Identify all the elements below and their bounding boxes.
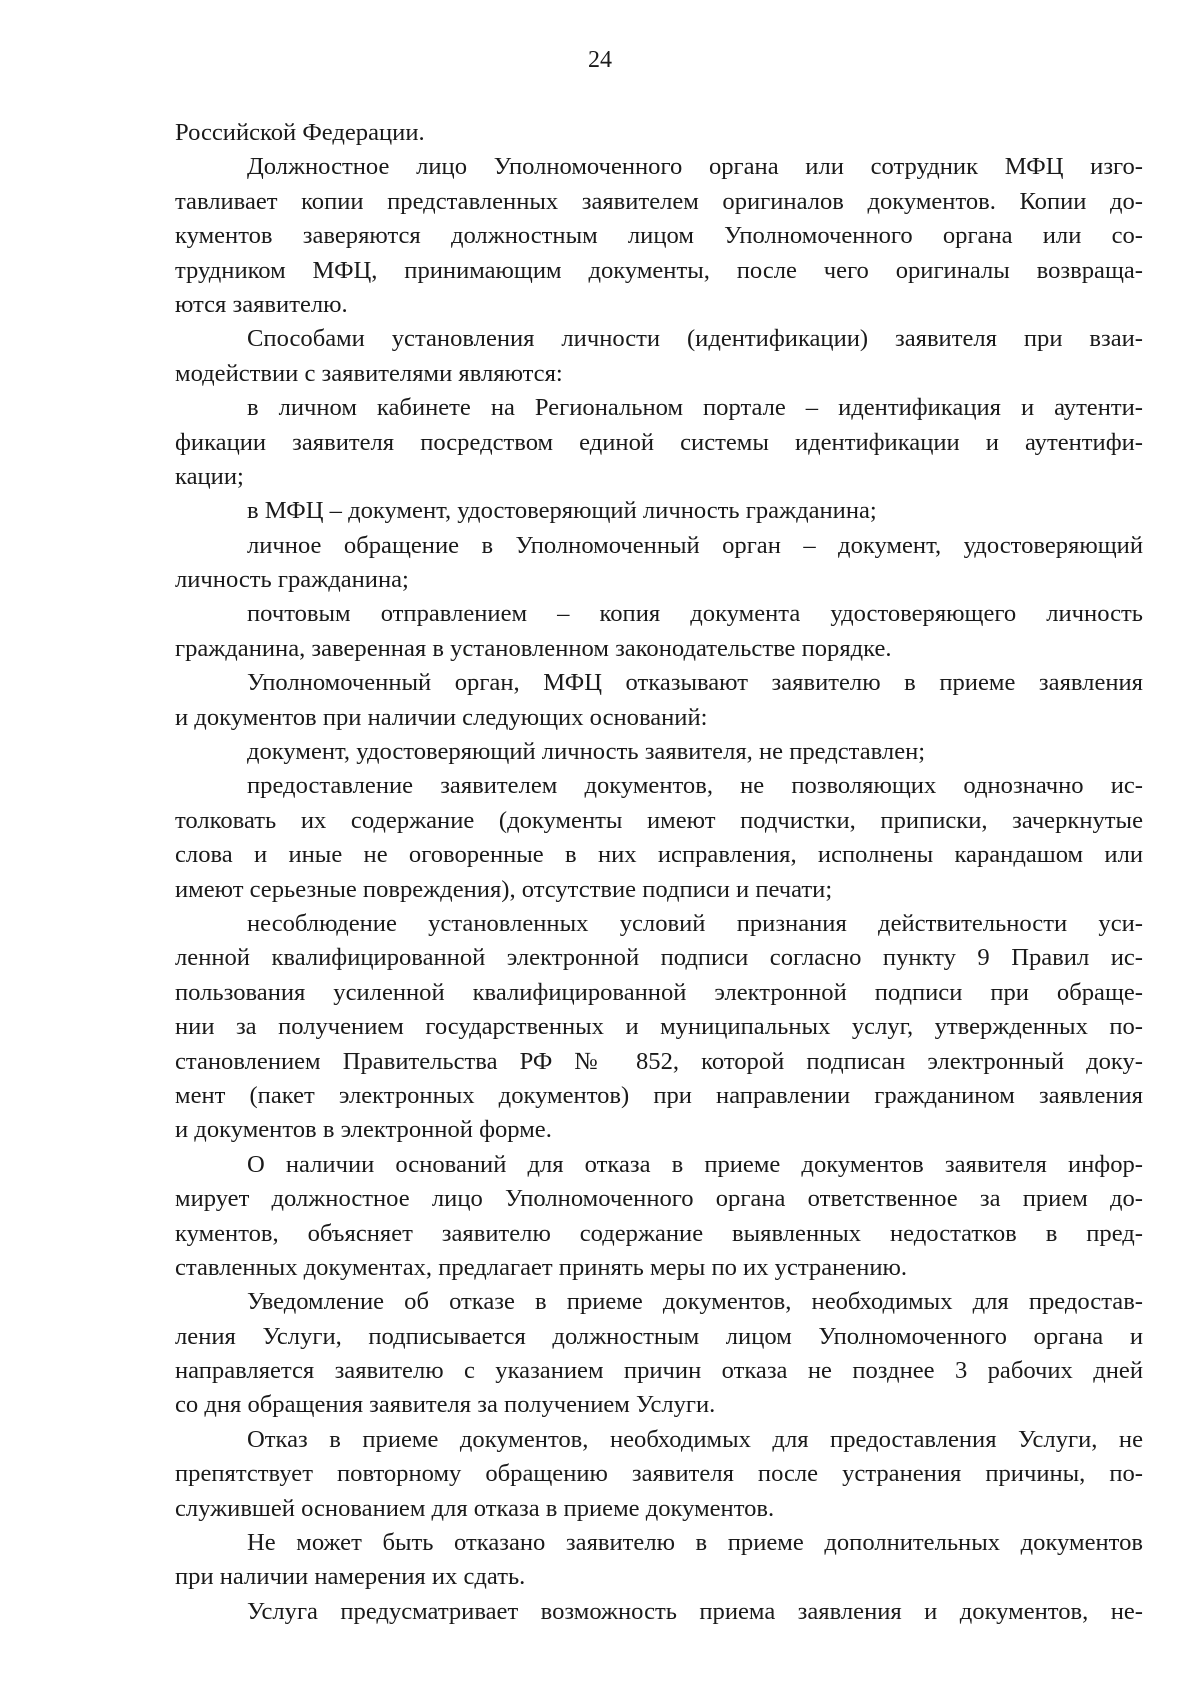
page-number: 24: [588, 47, 612, 73]
text-line: Должностное лицо Уполномоченного органа или сотрудник МФЦ изго-: [247, 153, 1143, 181]
text-line: ленной квалифицированной электронной подписи согласно пункту 9 Правил ис-: [175, 944, 1143, 972]
text-line: кументов заверяются должностным лицом Уполномоченного органа или со-: [175, 222, 1143, 250]
text-line: слова и иные не оговоренные в них исправления, исполнены карандашом или: [175, 841, 1143, 869]
text-line: гражданина, заверенная в установленном законодательстве порядке.: [175, 634, 892, 662]
text-line: личное обращение в Уполномоченный орган – документ, удостоверяющий: [247, 531, 1143, 559]
text-line: личность гражданина;: [175, 566, 409, 594]
text-line: становлением Правительства РФ № 852, которой подписан электронный доку-: [175, 1047, 1143, 1075]
text-line: мирует должностное лицо Уполномоченного органа ответственное за прием до-: [175, 1185, 1143, 1213]
text-line: Отказ в приеме документов, необходимых для предоставления Услуги, не: [247, 1425, 1143, 1453]
text-line: трудником МФЦ, принимающим документы, после чего оригиналы возвраща-: [175, 256, 1143, 284]
text-line: и документов в электронной форме.: [175, 1116, 552, 1144]
text-line: Российской Федерации.: [175, 119, 425, 146]
text-line: при наличии намерения их сдать.: [175, 1563, 526, 1591]
text-line: тавливает копии представленных заявителем оригиналов документов. Копии до-: [175, 187, 1143, 215]
text-line: Услуга предусматривает возможность приема заявления и документов, не-: [247, 1597, 1143, 1625]
text-line: Способами установления личности (идентификации) заявителя при взаи-: [247, 325, 1143, 353]
text-line: со дня обращения заявителя за получением Услуги.: [175, 1391, 716, 1419]
text-line: почтовым отправлением – копия документа удостоверяющего личность: [247, 600, 1143, 628]
text-line: в личном кабинете на Региональном портале – идентификация и аутенти-: [247, 394, 1143, 422]
text-line: служившей основанием для отказа в приеме документов.: [175, 1494, 775, 1522]
text-line: направляется заявителю с указанием причин отказа не позднее 3 рабочих дней: [175, 1357, 1143, 1385]
text-line: О наличии оснований для отказа в приеме документов заявителя инфор-: [247, 1150, 1143, 1178]
body-text: [175, 116, 1143, 1629]
text-line: фикации заявителя посредством единой системы идентификации и аутентифи-: [175, 428, 1143, 456]
text-line: предоставление заявителем документов, не позволяющих однозначно ис-: [247, 772, 1143, 800]
text-line: ления Услуги, подписывается должностным лицом Уполномоченного органа и: [175, 1322, 1143, 1350]
text-line: кации;: [175, 462, 244, 490]
text-line: пользования усиленной квалифицированной электронной подписи при обраще-: [175, 978, 1143, 1006]
text-line: и документов при наличии следующих оснований:: [175, 703, 708, 731]
text-line: нии за получением государственных и муниципальных услуг, утвержденных по-: [175, 1013, 1143, 1041]
text-line: кументов, объясняет заявителю содержание выявленных недостатков в пред-: [175, 1219, 1143, 1247]
text-line: в МФЦ – документ, удостоверяющий личность гражданина;: [247, 497, 877, 525]
text-line: модействии с заявителями являются:: [175, 359, 563, 387]
text-line: ются заявителю.: [175, 290, 348, 318]
text-line: препятствует повторному обращению заявителя после устранения причины, по-: [175, 1460, 1143, 1488]
text-line: Уведомление об отказе в приеме документов, необходимых для предостав-: [247, 1288, 1143, 1316]
text-line: толковать их содержание (документы имеют подчистки, приписки, зачеркнутые: [175, 806, 1143, 834]
text-line: Уполномоченный орган, МФЦ отказывают заявителю в приеме заявления: [247, 669, 1143, 697]
text-line: несоблюдение установленных условий признания действительности уси-: [247, 909, 1143, 937]
text-line: документ, удостоверяющий личность заявителя, не представлен;: [247, 738, 926, 766]
text-line: Не может быть отказано заявителю в приеме дополнительных документов: [247, 1529, 1143, 1557]
text-line: мент (пакет электронных документов) при направлении гражданином заявления: [175, 1081, 1143, 1109]
text-line: ставленных документах, предлагает принять меры по их устранению.: [175, 1253, 908, 1281]
text-line: имеют серьезные повреждения), отсутствие подписи и печати;: [175, 875, 833, 903]
